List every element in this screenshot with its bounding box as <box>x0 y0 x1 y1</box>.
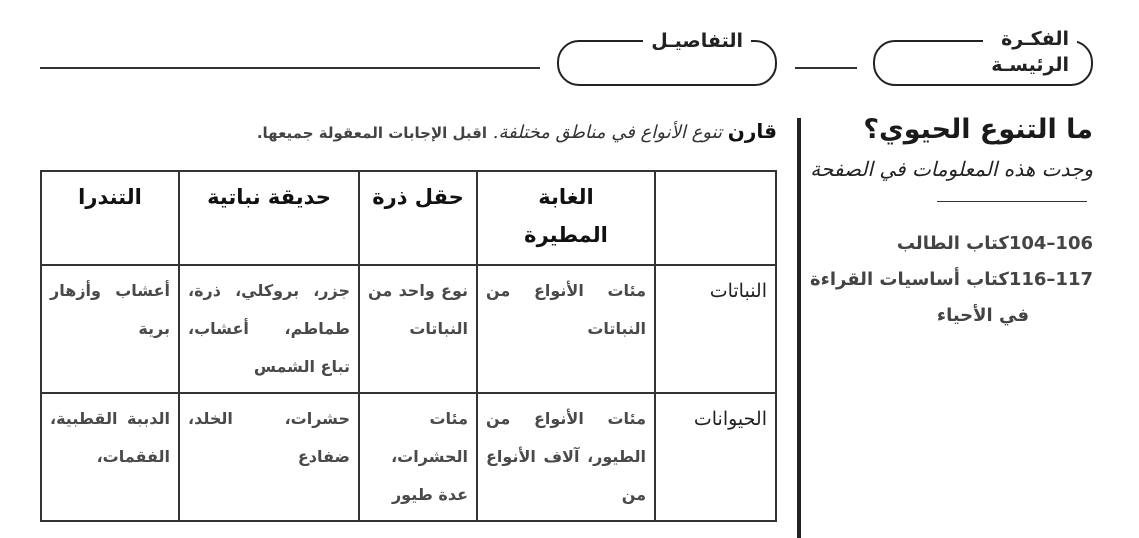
row-label-plants: النباتات <box>655 265 776 393</box>
page-answer-blank <box>937 187 1087 202</box>
header-tundra: التندرا <box>41 171 179 265</box>
main-idea-heading <box>983 29 1077 75</box>
sidebar-question: ما التنوع الحيوي؟ <box>863 114 1093 145</box>
header-garden: حديقة نباتية <box>179 171 359 265</box>
instruction-line <box>257 119 777 143</box>
cell-plants-rainforest: مئات الأنواع من النباتات <box>477 265 655 393</box>
cell-animals-tundra: الدببة القطبية، الفقمات، <box>41 393 179 521</box>
instruction-phrase: تنوع الأنواع في مناطق مختلفة. <box>492 122 723 143</box>
main-idea-line2: الرئيسـة <box>991 54 1069 76</box>
cell-plants-tundra: أعشاب وأزهار برية <box>41 265 179 393</box>
cell-plants-garden: جزر، بروكلي، ذرة، طماطم، أعشاب، تباع الشمس <box>179 265 359 393</box>
header-rule-middle <box>795 67 857 69</box>
details-heading: التفاصيـل <box>643 31 751 51</box>
header-rule-left <box>40 67 540 69</box>
sidebar-ref-student: 106–104كتاب الطالب <box>896 233 1093 254</box>
sidebar-ref-reading-cont: في الأحياء <box>936 305 1029 326</box>
table-header-row <box>41 171 776 265</box>
sidebar-ref-reading: 117–116كتاب أساسيات القراءة <box>810 269 1093 290</box>
cell-animals-cornfield: مئات الحشرات، عدة طيور <box>359 393 477 521</box>
table-row <box>41 393 776 521</box>
main-idea-line1: الفكـرة <box>1001 28 1069 50</box>
found-text-label: وجدت هذه المعلومات في الصفحة <box>810 157 1093 181</box>
row-label-animals: الحيوانات <box>655 393 776 521</box>
sidebar-found-text <box>793 156 1093 208</box>
cell-plants-cornfield: نوع واحد من النباتات <box>359 265 477 393</box>
instruction-note: اقبل الإجابات المعقولة جميعها. <box>256 124 487 142</box>
cell-animals-rainforest: مئات الأنواع من الطيور، آلاف الأنواع من <box>477 393 655 521</box>
header-cornfield: حقل ذرة <box>359 171 477 265</box>
table-row <box>41 265 776 393</box>
instruction-verb: قارن <box>727 119 777 143</box>
header-rainforest: الغابة المطيرة <box>477 171 655 265</box>
cell-animals-garden: حشرات، الخلد، ضفادع <box>179 393 359 521</box>
comparison-table <box>40 170 777 522</box>
header-empty <box>655 171 776 265</box>
